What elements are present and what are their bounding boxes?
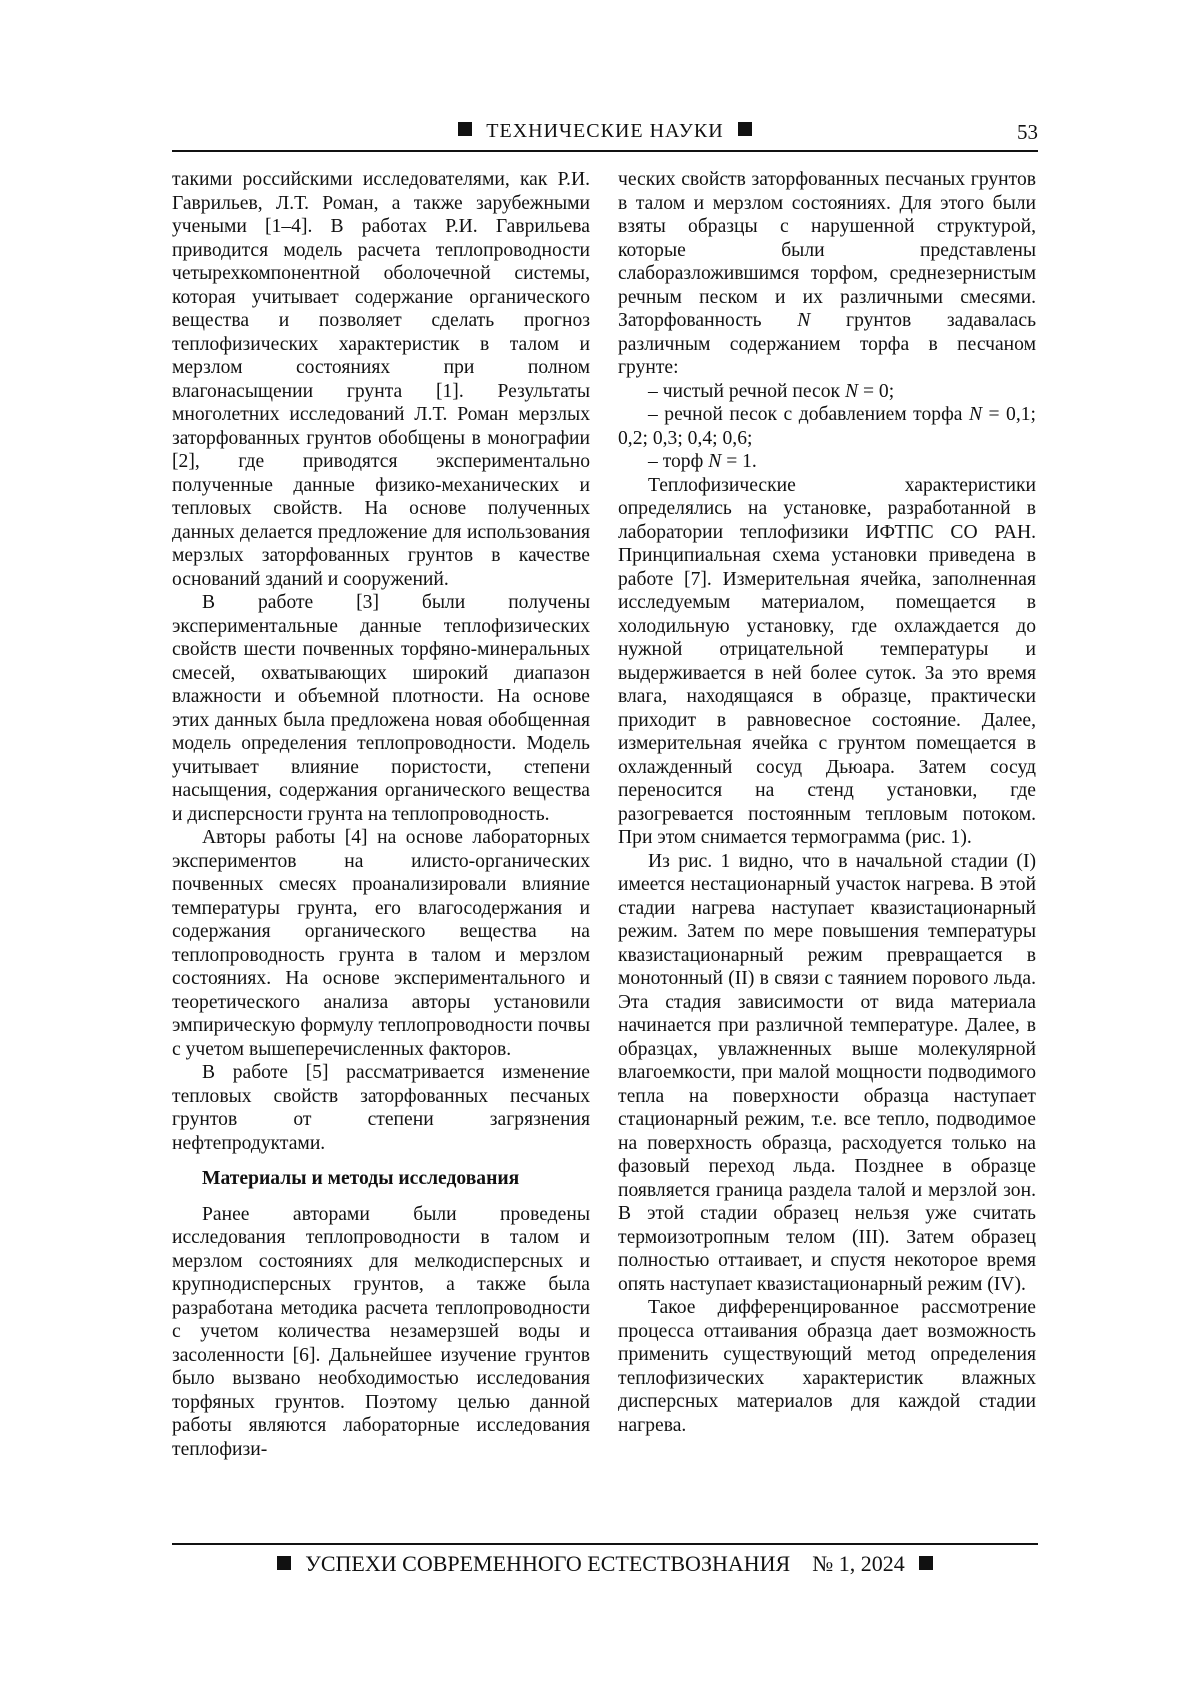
paragraph: Теплофизические характеристики определялись на установке, разработанной в лаборатории теплофизики ИФТПС СО РАН. Принципиальная схема установки приведена в работе [7]. Измерительная ячейка, заполненная исследуемым материалом, помещается в холодильную установку, где охлаждается до нужной отрицательной температуры и выдерживается в ней более суток. За это время влага, находящаяся в образце, практически приходит в равновесное состояние. Далее, измерительная ячейка с грунтом помещается в охлажденный сосуд Дьюара. Затем сосуд переносится на стенд установки, где разогревается постоянным тепловым потоком. При этом снимается термограмма (рис. 1).: [618, 474, 1036, 848]
paragraph: Из рис. 1 видно, что в начальной стадии (I) имеется нестационарный участок нагрева. В этой стадии нагрева наступает квазистационарный режим. Затем по мере повышения температуры квазистационарный режим превращается в монотонный (II) в связи с таянием порового льда. Эта стадия зависимости от вида материала начинается при различной температуре. Далее, в образцах, увлажненных выше молекулярной влагоемкости, при малой мощности подводимого тепла на поверхности образца наступает стационарный режим, т.е. все тепло, подводимое на поверхность образца, расходуется только на фазовый переход льда. Позднее в образце появляется граница раздела талой и мерзлой зон. В этой стадии образец нельзя уже считать термоизотропным телом (III). Затем образец полностью оттаивает, и спустя некоторое время опять наступает квазистационарный режим (IV).: [618, 850, 1036, 1295]
footer-rule: [172, 1543, 1038, 1545]
paragraph: Такое дифференцированное рассмотрение процесса оттаивания образца дает возможность применить существующий метод определения теплофизических характеристик влажных дисперсных материалов для каждой стадии нагрева.: [618, 1297, 1036, 1436]
list-item: – чистый речной песок N = 0;: [648, 380, 895, 402]
journal-name: УСПЕХИ СОВРЕМЕННОГО ЕСТЕСТВОЗНАНИЯ: [305, 1551, 791, 1576]
list-item: – торф N = 1.: [648, 451, 757, 472]
paragraph: ческих свойств заторфованных песчаных грунтов в талом и мерзлом состояниях. Для этого были взяты образцы с нарушенной структурой, которые были представлены слаборазложившимся торфом, среднезернистым речным песком и их различными смесями. Заторфованность N грунтов задавалась различным содержанием торфа в песчаном грунте:: [618, 169, 1037, 378]
paragraph: такими российскими исследователями, как Р.И. Гаврильев, Л.Т. Роман, а также зарубежными учеными [1–4]. В работах Р.И. Гаврильева приводится модель расчета теплопроводности четырехкомпонентной оболочечной системы, которая учитывает содержание органического вещества и позволяет сделать прогноз теплофизических характеристик в талом и мерзлом состояниях при полном влагонасыщении грунта [1]. Результаты многолетних исследований Л.Т. Роман мерзлых заторфованных грунтов обобщены в монографии [2], где приводятся экспериментально полученные данные физико-механических и тепловых свойств. На основе полученных данных делается предложение для использования мерзлых заторфованных грунтов в качестве оснований зданий и сооружений.: [172, 169, 590, 590]
running-header: [172, 118, 1038, 152]
square-bullet-icon: [919, 1556, 933, 1570]
section-heading: Материалы и методы исследования: [202, 1168, 520, 1189]
paragraph: В работе [3] были получены экспериментальные данные теплофизических свойств шести почвенных торфяно-минеральных смесей, охватывающих широкий диапазон влажности и объемной плотности. На основе этих данных была предложена новая обобщенная модель определения теплопроводности. Модель учитывает влияние пористости, степени насыщения, содержания органического вещества и дисперсности грунта на теплопроводность.: [172, 592, 590, 825]
left-column: [172, 168, 590, 1461]
page-number: 53: [1017, 120, 1038, 144]
section-title: [172, 120, 1038, 143]
paragraph: В работе [5] рассматривается изменение тепловых свойств заторфованных песчаных грунтов от степени загрязнения нефтепродуктами.: [172, 1062, 590, 1154]
list-item: – речной песок с добавлением торфа N = 0,1; 0,2; 0,3; 0,4; 0,6;: [618, 404, 1036, 449]
right-column: [618, 168, 1036, 1437]
section-name: ТЕХНИЧЕСКИЕ НАУКИ: [486, 120, 724, 142]
running-footer: [172, 1551, 1038, 1577]
issue-number: № 1, 2024: [812, 1551, 905, 1576]
paragraph: Ранее авторами были проведены исследования теплопроводности в талом и мерзлом состояниях для мелкодисперсных и крупнодисперсных грунтов, а также была разработана методика расчета теплопроводности с учетом количества незамерзшей воды и засоленности [6]. Дальнейшее изучение грунтов было вызвано необходимостью исследования торфяных грунтов. Поэтому целью данной работы являются лабораторные исследования теплофизи-: [172, 1203, 590, 1460]
paragraph: Авторы работы [4] на основе лабораторных экспериментов на илисто-органических почвенных смесях проанализировали влияние температуры грунта, его влагосодержания и содержания органического вещества на теплопроводность грунта в талом и мерзлом состояниях. На основе экспериментального и теоретического анализа авторы установили эмпирическую формулу теплопроводности почвы с учетом вышеперечисленных факторов.: [172, 827, 590, 1060]
square-bullet-icon: [458, 122, 472, 136]
square-bullet-icon: [738, 122, 752, 136]
square-bullet-icon: [277, 1556, 291, 1570]
variable-n: N: [797, 310, 811, 331]
